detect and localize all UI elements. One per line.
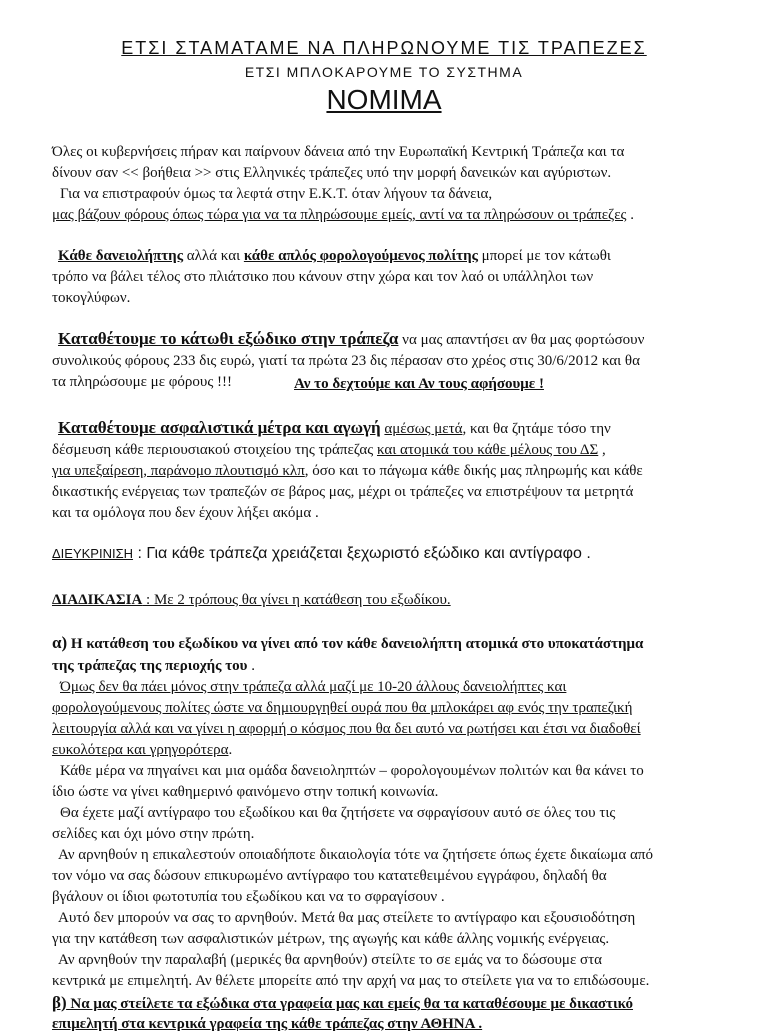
p2-line-2: τρόπο να βάλει τέλος στο πλιάτσικο που κάνουν στην χώρα και τον λαό οι υπάλληλοι των [52,269,594,285]
p1-line-4-end: . [626,207,634,223]
p4-board-members: και ατομικά του κάθε μέλους του ΔΣ [376,442,599,458]
section-b-marker: β) [52,993,67,1012]
p4-embezzlement: για υπεξαίρεση, παράνομο πλουτισμό κλπ [52,463,305,479]
p4-line-2-end: , [598,442,606,458]
section-a-line-3: Όμως δεν θα πάει μόνος στην τράπεζα αλλά μαζί με 10-20 άλλους δανειολήπτες και [60,679,567,695]
p2-connector: αλλά και [183,248,244,264]
p4-line-1-end: , και θα ζητάμε τόσο την [462,421,611,437]
section-b-heading: Να μας στείλετε τα εξώδικα στα γραφεία μας και εμείς θα τα καταθέσουμε με δικαστικό [66,996,634,1012]
clarification [52,544,591,564]
p4-line-3-end: , όσο και το πάγωμα κάθε δικής μας πληρωμής και κάθε [304,463,643,479]
section-a-line-5: λειτουργία αλλά και να γίνει η αφορμή ο κόσμος που θα δει αυτό να ρωτήσει και έτσι να διαδοθεί [52,721,641,737]
section-a-faster: ευκολότερα και γρηγορότερα [52,742,229,758]
section-a-marker: α) [52,633,68,652]
p2-taxpayer: κάθε απλός φορολογούμενος πολίτης [243,248,478,264]
section-b-line-1 [52,993,633,1014]
clarification-text: : Για κάθε τράπεζα χρειάζεται ξεχωριστό εξώδικο και αντίγραφο . [133,545,591,562]
p3-line-1 [58,329,644,350]
p2-line-1-end: μπορεί με τον κάτωθι [477,248,611,264]
document-title: ΕΤΣΙ ΣΤΑΜΑΤΑΜΕ ΝΑ ΠΛΗΡΩΝΟΥΜΕ ΤΙΣ ΤΡΑΠΕΖΕΣ [121,38,647,58]
section-b-line-2: επιμελητή στα κεντρικά γραφεία της κάθε τράπεζας στην ΑΘΗΝΑ . [52,1016,483,1032]
procedure-label: ΔΙΑΔΙΚΑΣΙΑ [52,592,143,608]
section-a-line-11: Αν αρνηθούν η επικαλεστούν οποιαδήποτε δικαιολογία τότε να ζητήσετε όπως έχετε δικαίωμα από [58,847,653,863]
p4-line-2-start: δέσμευση κάθε περιουσιακού στοιχείου της τράπεζας [52,442,377,458]
clarification-label: ΔΙΕΥΚΡΙΝΙΣΗ [52,546,134,561]
section-a-line-13: βγάλουν οι ίδιοι φωτοτυπία του εξωδίκου και να το σφραγίσουν . [52,889,445,905]
p4-line-3 [52,461,643,481]
p4-immediately: αμέσως μετά [384,421,463,437]
section-a-line-10: σελίδες και όχι μόνο στην πρώτη. [52,826,255,842]
p3-line-3: τα πληρώσουμε με φόρους !!! [52,374,232,390]
p3-deposit-heading: Καταθέτουμε το κάτωθι εξώδικο στην τράπεζα [58,329,399,348]
section-a-heading: Η κατάθεση του εξωδίκου να γίνει από τον κάθε δανειολήπτη ατομικά στο υποκατάστημα [67,636,644,652]
section-a-line-17: κεντρικά με επιμελητή. Αν θέλετε μπορείτε από την αρχή να μας το στείλετε για να το επιδώσουμε. [52,973,650,989]
p2-borrower: Κάθε δανειολήπτης [58,248,184,264]
p1-line-3: Για να επιστραφούν όμως τα λεφτά στην Ε.Κ.Τ. όταν λήγουν τα δάνεια, [60,186,493,202]
section-a-line-9: Θα έχετε μαζί αντίγραφο του εξωδίκου και θα ζητήσετε να σφραγίσουν αυτό σε όλες του τις [60,805,616,821]
section-a-faster-dot: . [228,742,233,758]
p2-line-3: τοκογλύφων. [52,290,131,306]
procedure [52,590,451,610]
p4-line-5: και τα ομόλογα που δεν έχουν λήξει ακόμα . [52,505,319,521]
p3-line-1-end: να μας απαντήσει αν θα μας φορτώσουν [398,332,645,348]
section-a-heading-end: της τράπεζας της περιοχής του [52,658,248,674]
p4-line-1 [58,418,611,439]
p1-line-4-text: μας βάζουν φόρους όπως τώρα για να τα πληρώσουμε εμείς, αντί να τα πληρώσουν οι τράπεζες [52,207,627,223]
section-a-line-15: για την κατάθεση των ασφαλιστικών μέτρων, της αγωγής και κάθε άλλης νομικής ενέργειας. [52,931,610,947]
section-a-line-16: Αν αρνηθούν την παραλαβή (μερικές θα αρνηθούν) στείλτε το σε εμάς να το δώσουμε στα [58,952,602,968]
section-a-heading-dot: . [247,658,255,674]
section-a-line-4: φορολογούμενους πολίτες ώστε να δημιουργηθεί ουρά που θα μπλοκάρει αφ ενός την τραπεζική [52,700,633,716]
document-subtitle: ΕΤΣΙ ΜΠΛΟΚΑΡΟΥΜΕ ΤΟ ΣΥΣΤΗΜΑ [244,64,524,80]
p4-measures-heading: Καταθέτουμε ασφαλιστικά μέτρα και αγωγή [58,418,381,437]
section-a-line-6 [52,740,232,760]
section-a-line-14: Αυτό δεν μπορούν να σας το αρνηθούν. Μετά θα μας στείλετε το αντίγραφο και εξουσιοδότηση [58,910,636,926]
procedure-text: : Με 2 τρόπους θα γίνει η κατάθεση του εξωδίκου. [142,592,451,608]
p1-line-1: Όλες οι κυβερνήσεις πήραν και παίρνουν δάνεια από την Ευρωπαϊκή Κεντρική Τράπεζα και τα [52,144,625,160]
section-a-line-8: ίδιο ώστε να γίνει καθημερινό φαινόμενο στην τοπική κοινωνία. [52,784,439,800]
p1-line-4 [52,205,634,225]
document-headline: ΝΟΜΙΜΑ [326,84,442,115]
section-a-line-2 [52,656,255,676]
p3-accept-note: Αν το δεχτούμε και Αν τους αφήσουμε ! [294,376,544,392]
p4-line-4: δικαστικής ενέργειας των τραπεζών σε βάρος μας, μέχρι οι τράπεζες να επιστρέψουν τα μετρητά [52,484,634,500]
p2-line-1 [58,246,611,266]
p1-line-2: δίνουν σαν << βοήθεια >> στις Ελληνικές τράπεζες υπό την μορφή δανεικών και αγύριστων. [52,165,612,181]
section-a-line-7: Κάθε μέρα να πηγαίνει και μια ομάδα δανειοληπτών – φορολογουμένων πολιτών και θα κάνει το [60,763,644,779]
p3-line-2: συνολικούς φόρους 233 δις ευρώ, γιατί τα πρώτα 23 δις πέρασαν στο χρέος στις 30/6/2012 και θα [52,353,640,369]
section-a-line-12: τον νόμο να σας δώσουν επικυρωμένο αντίγραφο του κατατεθειμένου εγγράφου, δηλαδή θα [52,868,607,884]
p4-line-2 [52,440,606,460]
section-a-line-1 [52,633,643,654]
